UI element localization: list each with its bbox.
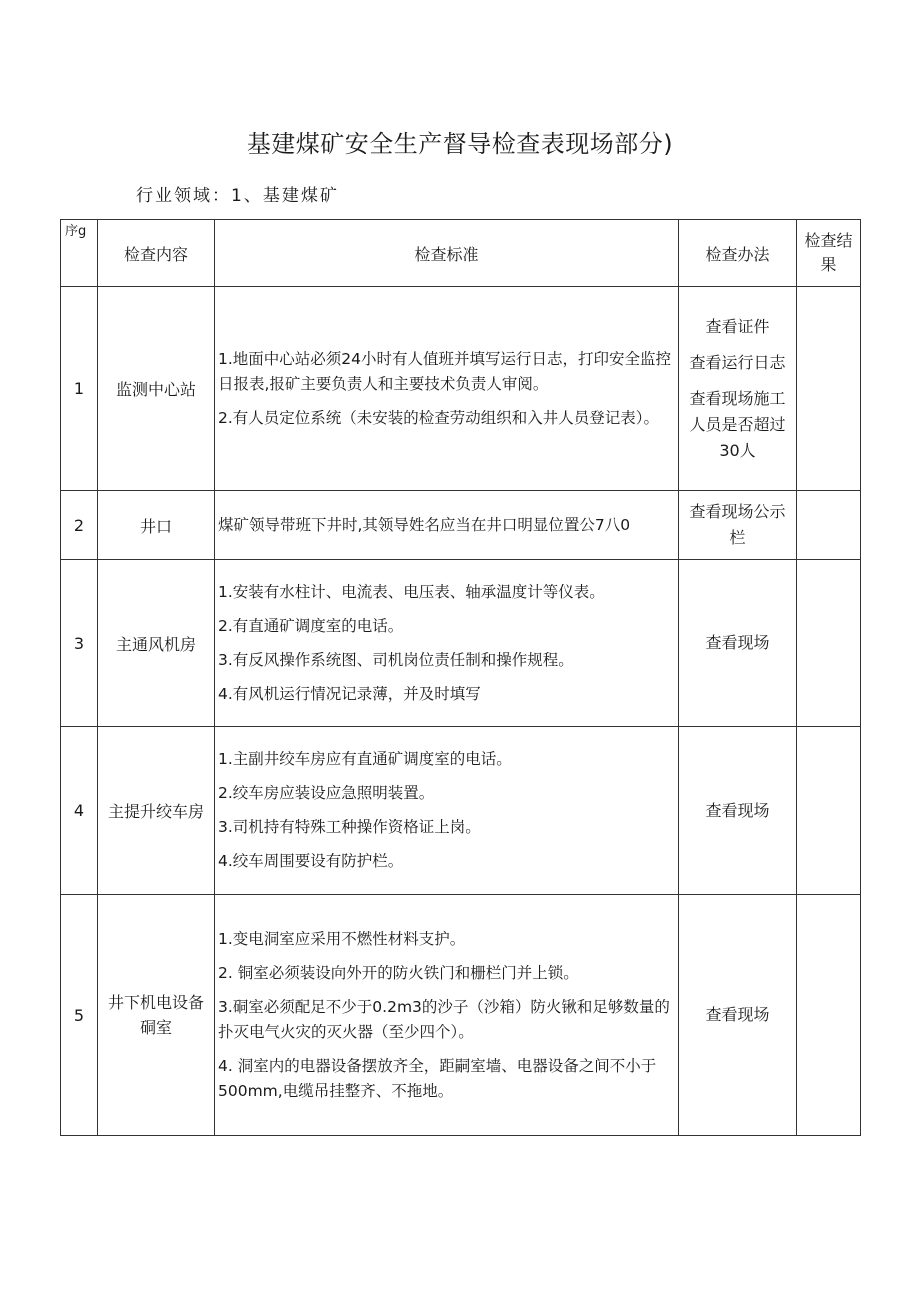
standard-item: 1.安装有水柱计、电流表、电压表、轴承温度计等仪表。 bbox=[218, 582, 605, 601]
row-standards bbox=[215, 560, 679, 727]
method-item: 查看证件 bbox=[705, 316, 770, 336]
row-methods bbox=[679, 727, 797, 895]
row-content: 监测中心站 bbox=[98, 287, 215, 491]
row-standards bbox=[215, 287, 679, 491]
standard-item: 3.有反风操作系统图、司机岗位责任制和操作规程。 bbox=[218, 650, 574, 669]
standard-item: 2. 铜室必须装设向外开的防火铁门和栅栏门并上锁。 bbox=[218, 963, 579, 982]
row-result bbox=[797, 287, 861, 491]
row-standards bbox=[215, 727, 679, 895]
inspection-table bbox=[60, 219, 861, 1136]
standard-item: 1.主副井绞车房应有直通矿调度室的电话。 bbox=[218, 750, 512, 768]
row-seq: 5 bbox=[61, 895, 98, 1136]
standard-item: 煤矿领导带班下井时,其领导姓名应当在井口明显位置公7八0 bbox=[218, 515, 631, 534]
row-standards bbox=[215, 491, 679, 560]
header-method: 检查办法 bbox=[679, 220, 797, 287]
row-content: 主提升绞车房 bbox=[98, 727, 215, 895]
standard-item: 4.绞车周围要设有防护栏。 bbox=[218, 852, 404, 870]
row-seq: 1 bbox=[61, 287, 98, 491]
row-seq: 2 bbox=[61, 491, 98, 560]
row-content: 井下机电设备硐室 bbox=[98, 895, 215, 1136]
industry-field: 行业领域：1、基建煤矿 bbox=[136, 186, 339, 206]
row-seq: 4 bbox=[61, 727, 98, 895]
table-row bbox=[61, 560, 861, 727]
header-result: 检查结果 bbox=[797, 220, 861, 287]
standard-item: 4. 洞室内的电器设备摆放齐全，距嗣室墙、电器设备之间不小于500mm,电缆吊挂整齐、不拖地。 bbox=[218, 1056, 657, 1100]
standard-item: 1.地面中心站必须24小时有人值班并填写运行日志，打印安全监控日报表,报矿主要负责人和主要技术负责人审阅。 bbox=[218, 349, 672, 393]
row-result bbox=[797, 491, 861, 560]
header-content: 检查内容 bbox=[98, 220, 215, 287]
method-item: 查看现场施工人员是否超过30人 bbox=[689, 388, 786, 460]
method-item: 查看现场公示栏 bbox=[689, 502, 786, 547]
standard-item: 1.变电洞室应采用不燃性材料支护。 bbox=[218, 929, 466, 948]
row-result bbox=[797, 895, 861, 1136]
standard-item: 2.有人员定位系统（未安装的检查劳动组织和入井人员登记表）。 bbox=[218, 408, 660, 427]
row-standards bbox=[215, 895, 679, 1136]
row-methods bbox=[679, 491, 797, 560]
standard-item: 3.硐室必须配足不少于0.2m3的沙子（沙箱）防火锹和足够数量的扑灭电气火灾的灭火器（至少四个）。 bbox=[218, 997, 670, 1041]
table-row bbox=[61, 727, 861, 895]
row-content: 主通风机房 bbox=[98, 560, 215, 727]
method-item: 查看运行日志 bbox=[689, 352, 786, 372]
method-item: 查看现场 bbox=[705, 1005, 770, 1024]
table-row bbox=[61, 287, 861, 491]
document-title: 基建煤矿安全生产督导检查表现场部分) bbox=[246, 130, 674, 158]
row-methods bbox=[679, 287, 797, 491]
method-item: 查看现场 bbox=[705, 800, 770, 820]
row-result bbox=[797, 727, 861, 895]
table-row bbox=[61, 491, 861, 560]
row-methods bbox=[679, 560, 797, 727]
table-row bbox=[61, 895, 861, 1136]
method-item: 查看现场 bbox=[705, 633, 770, 652]
row-seq: 3 bbox=[61, 560, 98, 727]
header-seq: 序g bbox=[61, 220, 98, 287]
standard-item: 2.有直通矿调度室的电话。 bbox=[218, 616, 404, 635]
header-standard: 检查标准 bbox=[215, 220, 679, 287]
row-content: 井口 bbox=[98, 491, 215, 560]
table-header-row bbox=[61, 220, 861, 287]
standard-item: 2.绞车房应装设应急照明装置。 bbox=[218, 784, 435, 802]
row-methods bbox=[679, 895, 797, 1136]
standard-item: 4.有风机运行情况记录薄，并及时填写 bbox=[218, 684, 481, 703]
standard-item: 3.司机持有特殊工种操作资格证上岗。 bbox=[218, 818, 481, 836]
row-result bbox=[797, 560, 861, 727]
